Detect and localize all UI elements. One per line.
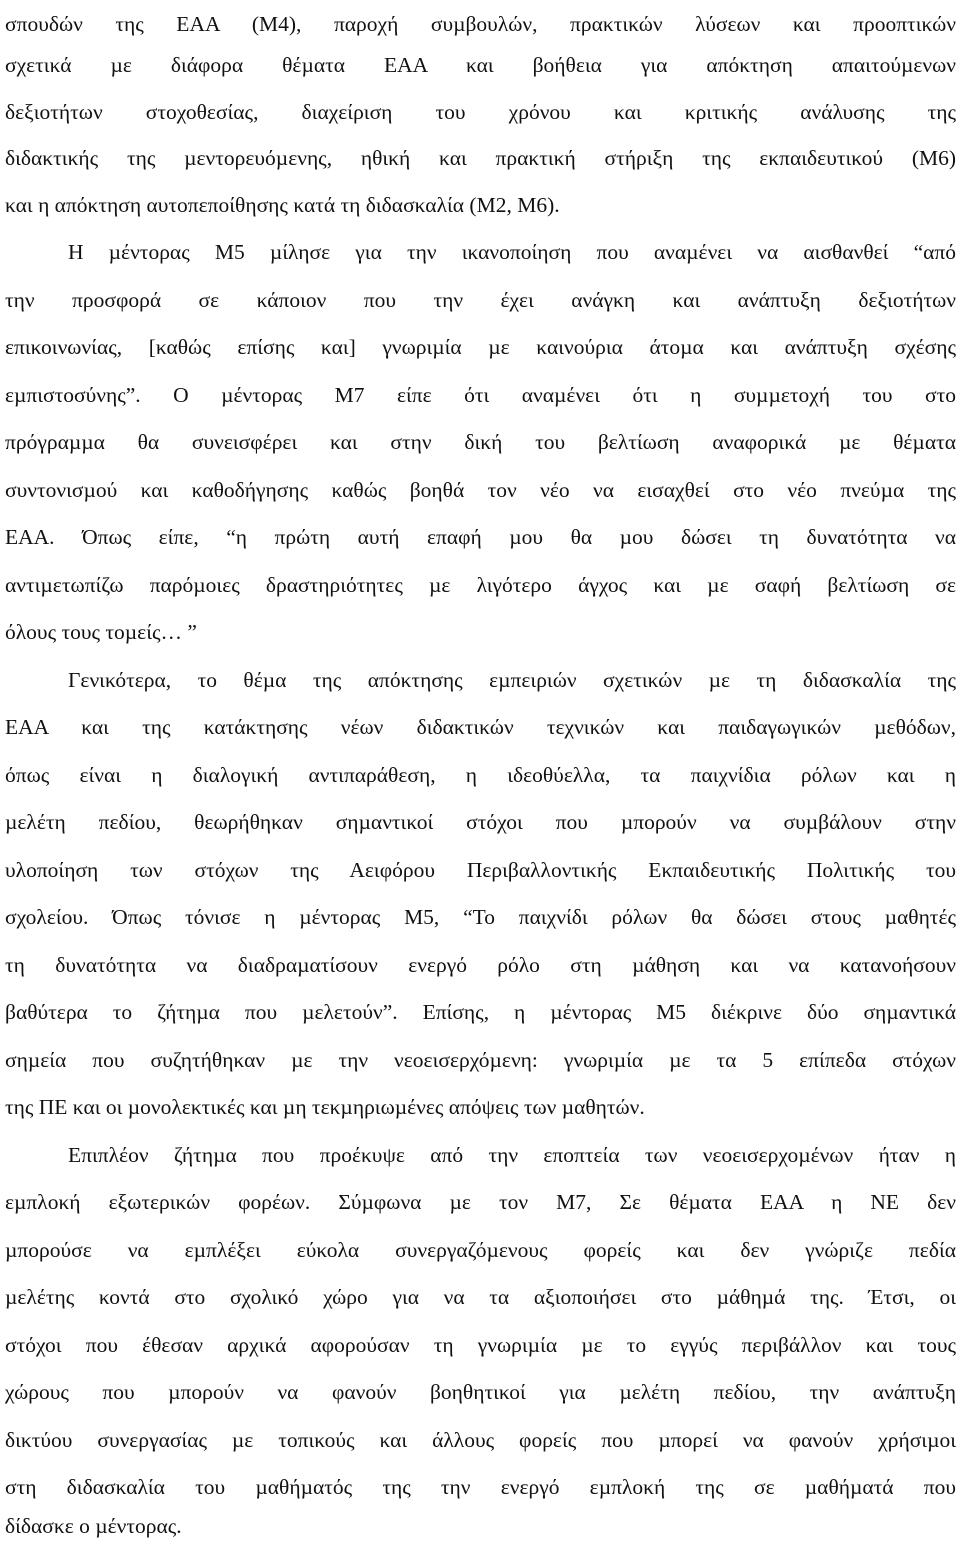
text-line: δίδασκε ο µέντορας. bbox=[5, 1514, 182, 1538]
text-line: υλοποίηση των στόχων της Αειφόρου Περιβαλλοντικής Εκπαιδευτικής Πολιτικής του bbox=[5, 858, 956, 882]
text-line: στη διδασκαλία του µαθήµατός της την ενεργό εµπλοκή της σε µαθήµατά που bbox=[5, 1475, 956, 1499]
text-line: ΕΑΑ και της κατάκτησης νέων διδακτικών τεχνικών και παιδαγωγικών µεθόδων, bbox=[5, 715, 956, 739]
text-line: επικοινωνίας, [καθώς επίσης και] γνωριµία µε καινούρια άτοµα και ανάπτυξη σχέσης bbox=[5, 335, 956, 359]
text-line: δεξιοτήτων στοχοθεσίας, διαχείριση του χρόνου και κριτικής ανάλυσης της bbox=[5, 100, 956, 124]
text-line: και η απόκτηση αυτοπεποίθησης κατά τη διδασκαλία (Μ2, Μ6). bbox=[5, 193, 560, 217]
text-line: µπορούσε να εµπλέξει εύκολα συνεργαζόµενους φορείς και δεν γνώριζε πεδία bbox=[5, 1238, 956, 1262]
text-line: µελέτης κοντά στο σχολικό χώρο για να τα αξιοποιήσει στο µάθηµά της. Έτσι, οι bbox=[5, 1285, 956, 1309]
text-line: βαθύτερα το ζήτηµα που µελετούν”. Επίσης, η µέντορας Μ5 διέκρινε δύο σηµαντικά bbox=[5, 1000, 956, 1024]
text-line: Επιπλέον ζήτηµα που προέκυψε από την εποπτεία των νεοεισερχοµένων ήταν η bbox=[68, 1143, 956, 1167]
text-line: πρόγραµµα θα συνεισφέρει και στην δική του βελτίωση αναφορικά µε θέµατα bbox=[5, 430, 956, 454]
text-line: ΕΑΑ. Όπως είπε, “η πρώτη αυτή επαφή µου θα µου δώσει τη δυνατότητα να bbox=[5, 525, 956, 549]
text-line: τη δυνατότητα να διαδραµατίσουν ενεργό ρόλο στη µάθηση και να κατανοήσουν bbox=[5, 953, 956, 977]
text-line: σηµεία που συζητήθηκαν µε την νεοεισερχόµενη: γνωριµία µε τα 5 επίπεδα στόχων bbox=[5, 1048, 956, 1072]
text-line: την προσφορά σε κάποιον που την έχει ανάγκη και ανάπτυξη δεξιοτήτων bbox=[5, 288, 956, 312]
text-line: Η µέντορας Μ5 µίλησε για την ικανοποίηση που αναµένει να αισθανθεί “από bbox=[68, 240, 956, 264]
text-line: σχολείου. Όπως τόνισε η µέντορας Μ5, “Το παιχνίδι ρόλων θα δώσει στους µαθητές bbox=[5, 905, 956, 929]
text-line: συντονισµού και καθοδήγησης καθώς βοηθά τον νέο να εισαχθεί στο νέο πνεύµα της bbox=[5, 478, 956, 502]
text-line: µελέτη πεδίου, θεωρήθηκαν σηµαντικοί στόχοι που µπορούν να συµβάλουν στην bbox=[5, 810, 956, 834]
text-line: στόχοι που έθεσαν αρχικά αφορούσαν τη γνωριµία µε το εγγύς περιβάλλον και τους bbox=[5, 1333, 956, 1357]
text-line: της ΠΕ και οι µονολεκτικές και µη τεκµηριωµένες απόψεις των µαθητών. bbox=[5, 1095, 645, 1119]
text-line: όπως είναι η διαλογική αντιπαράθεση, η ιδεοθύελλα, τα παιχνίδια ρόλων και η bbox=[5, 763, 956, 787]
text-line: όλους τους τοµείς… ” bbox=[5, 620, 197, 644]
text-line: σχετικά µε διάφορα θέµατα ΕΑΑ και βοήθεια για απόκτηση απαιτούµενων bbox=[5, 53, 956, 77]
text-line: αντιµετωπίζω παρόµοιες δραστηριότητες µε λιγότερο άγχος και µε σαφή βελτίωση σε bbox=[5, 573, 956, 597]
text-line: χώρους που µπορούν να φανούν βοηθητικοί για µελέτη πεδίου, την ανάπτυξη bbox=[5, 1380, 956, 1404]
text-line: σπουδών της ΕΑΑ (Μ4), παροχή συµβουλών, πρακτικών λύσεων και προοπτικών bbox=[5, 12, 956, 36]
text-line: δικτύου συνεργασίας µε τοπικούς και άλλους φορείς που µπορεί να φανούν χρήσιµοι bbox=[5, 1428, 956, 1452]
text-line: Γενικότερα, το θέµα της απόκτησης εµπειριών σχετικών µε τη διδασκαλία της bbox=[68, 668, 956, 692]
text-line: εµπλοκή εξωτερικών φορέων. Σύµφωνα µε τον Μ7, Σε θέµατα ΕΑΑ η ΝΕ δεν bbox=[5, 1190, 956, 1214]
text-line: διδακτικής της µεντορευόµενης, ηθική και πρακτική στήριξη της εκπαιδευτικού (Μ6) bbox=[5, 146, 956, 170]
text-line: εµπιστοσύνης”. Ο µέντορας Μ7 είπε ότι αναµένει ότι η συµµετοχή του στο bbox=[5, 383, 956, 407]
